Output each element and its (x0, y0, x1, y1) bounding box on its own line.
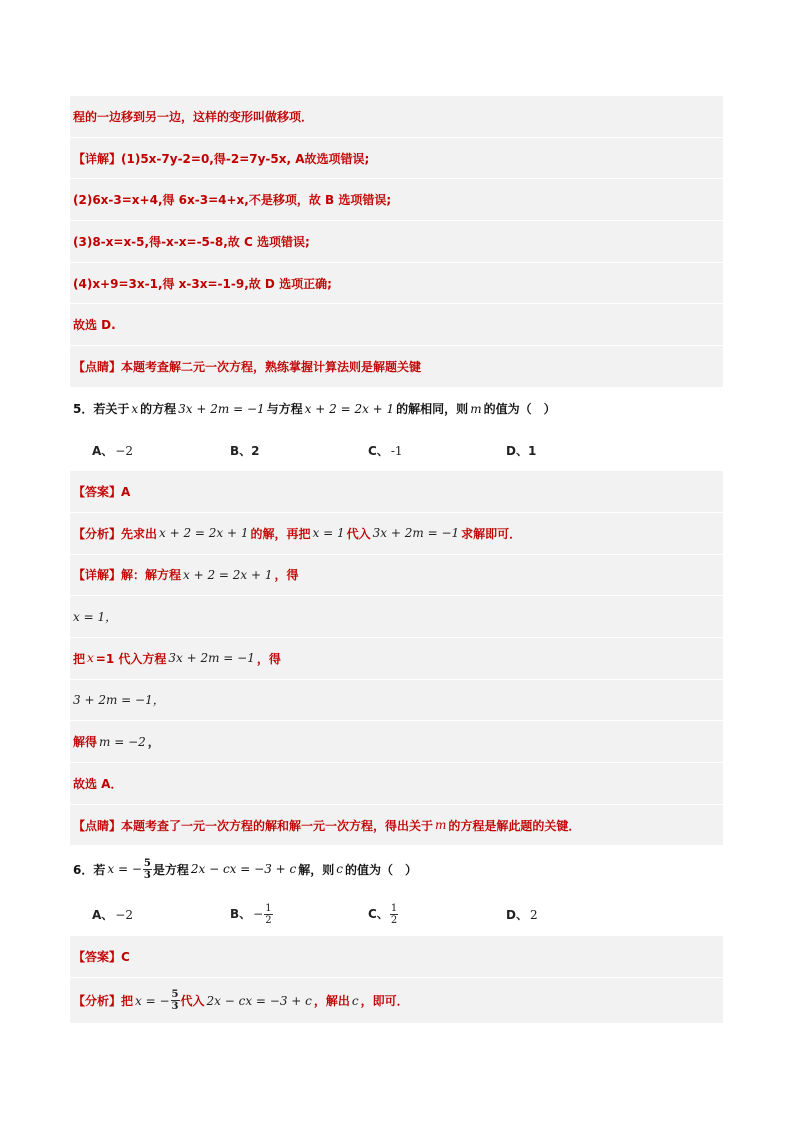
text: 与方程 (266, 402, 303, 417)
question-6 (70, 846, 723, 892)
numerator: 5 (143, 857, 151, 869)
fraction (390, 903, 398, 926)
equation: x + 2 = 2x + 1 (304, 401, 395, 416)
analysis-tag: 【分析】 (73, 526, 122, 541)
option-value: −2 (115, 443, 133, 458)
text: 的值为（ ） (483, 402, 556, 417)
option-label: D、 (506, 907, 528, 922)
text: 代入 (346, 526, 371, 541)
text: 故选 D. (73, 318, 116, 333)
option-a (92, 906, 230, 923)
detail-line (70, 555, 723, 597)
answer-tag: 【答案】 (73, 950, 122, 965)
math: c (351, 993, 359, 1008)
equation: 2x − cx = −3 + c (206, 993, 312, 1008)
choose-line (70, 304, 723, 346)
solution-line (70, 96, 723, 138)
option-value: -1 (390, 443, 403, 458)
step-3 (70, 680, 723, 722)
text: 故选 A． (73, 776, 123, 791)
text: 的值为（ ） (344, 862, 417, 877)
text: ， (147, 735, 160, 750)
fraction (171, 989, 180, 1012)
text: 的解，再把 (250, 526, 311, 541)
point-line (70, 346, 723, 388)
detail-line-4 (70, 263, 723, 305)
option-value: 1 (527, 443, 537, 458)
analysis-tag: 【分析】 (73, 994, 122, 1009)
text: (1)5x-7y-2=0,得-2=7y-5x, A故选项错误; (121, 151, 370, 166)
text: 解得 (73, 735, 98, 750)
step-4 (70, 721, 723, 763)
text: =1 代入方程 (95, 651, 167, 666)
text: ，即可． (360, 994, 409, 1009)
fraction (264, 903, 272, 926)
point-tag: 【点睛】 (73, 818, 122, 833)
text: 把 (73, 651, 86, 666)
option-label: B、 (230, 906, 252, 921)
detail-tag: 【详解】 (73, 151, 122, 166)
text: ，得 (274, 568, 299, 583)
option-b (230, 903, 368, 926)
text: 先求出 (121, 526, 158, 541)
question-number: 5． (73, 402, 94, 417)
document-page (70, 96, 723, 1024)
detail-line-3 (70, 221, 723, 263)
text: ，得 (256, 651, 281, 666)
text: 代入 (180, 994, 205, 1009)
math: x (131, 401, 139, 416)
equation: 2x − cx = −3 + c (190, 862, 297, 877)
detail-line-2 (70, 179, 723, 221)
equation: x + 2 = 2x + 1 (159, 526, 249, 541)
option-label: C、 (368, 443, 389, 458)
math: c (336, 862, 343, 877)
equation: 3x + 2m = −1 (372, 526, 460, 541)
option-c (368, 442, 506, 459)
option-b (230, 442, 368, 459)
option-value: 2 (251, 443, 260, 458)
detail-tag: 【详解】 (73, 568, 122, 583)
detail-line-1 (70, 138, 723, 180)
previous-solution-block (70, 96, 723, 388)
step-2 (70, 638, 723, 680)
text: 若关于 (93, 402, 130, 417)
answer-line (70, 471, 723, 513)
question-6-options (70, 892, 723, 936)
option-value: −2 (115, 907, 133, 922)
text: 本题考查了一元一次方程的解和解一元一次方程，得出关于 (121, 818, 434, 833)
math: x (87, 651, 94, 666)
math: m (470, 401, 482, 416)
text: 的方程是解此题的关键． (448, 818, 581, 833)
equation: x + 2 = 2x + 1 (183, 567, 273, 582)
question-5-options (70, 430, 723, 472)
text: (4)x+9=3x-1,得 x-3x=-1-9,故 D 选项正确; (73, 276, 332, 291)
option-value: 2 (529, 907, 538, 922)
sign: − (253, 906, 264, 921)
text: 是方程 (152, 862, 189, 877)
denominator: 3 (143, 869, 151, 881)
option-label: C、 (368, 906, 389, 921)
text: ，解出 (313, 994, 350, 1009)
question-5-solution-block (70, 471, 723, 846)
equation: x = − (107, 862, 142, 877)
text: 的方程 (140, 402, 177, 417)
math: m (435, 818, 447, 833)
analysis-line (70, 978, 723, 1024)
text: 解，则 (298, 862, 335, 877)
option-label: D、 (506, 443, 528, 458)
equation: 3 + 2m = −1， (73, 693, 165, 708)
point-line (70, 805, 723, 847)
equation: x = − (135, 993, 170, 1008)
equation: m = −2 (99, 734, 146, 749)
answer-value: A (121, 484, 131, 499)
option-a (92, 442, 230, 459)
fraction (143, 858, 152, 881)
analysis-line (70, 513, 723, 555)
option-d (506, 906, 644, 923)
option-d (506, 442, 644, 459)
choose-line (70, 763, 723, 805)
denominator: 2 (265, 914, 272, 926)
text: 把 (121, 994, 134, 1009)
numerator: 1 (265, 902, 272, 914)
text: 的解相同，则 (396, 402, 469, 417)
numerator: 1 (390, 902, 398, 914)
text: 程的一边移到另一边，这样的变形叫做移项． (73, 109, 314, 124)
question-5 (70, 388, 723, 430)
option-label: A、 (92, 907, 114, 922)
point-tag: 【点睛】 (73, 359, 122, 374)
step-1 (70, 596, 723, 638)
equation: 3x + 2m = −1 (168, 651, 255, 666)
denominator: 3 (171, 1001, 179, 1013)
equation: x = 1 (312, 526, 345, 541)
option-label: A、 (92, 443, 114, 458)
text: 解：解方程 (121, 568, 182, 583)
denominator: 2 (390, 914, 398, 926)
question-number: 6． (73, 862, 94, 877)
option-c (368, 903, 506, 926)
text: 若 (93, 862, 106, 877)
text: (3)8-x=x-5,得-x-x=-5-8,故 C 选项错误; (73, 234, 310, 249)
text: 本题考查解二元一次方程，熟练掌握计算法则是解题关键 (121, 359, 422, 374)
question-6-solution-block (70, 936, 723, 1024)
equation: x = 1， (73, 610, 118, 625)
answer-value: C (121, 949, 130, 964)
answer-line (70, 936, 723, 978)
numerator: 5 (171, 989, 179, 1001)
option-label: B、 (230, 443, 252, 458)
text: 求解即可． (461, 526, 522, 541)
text: (2)6x-3=x+4,得 6x-3=4+x,不是移项，故 B 选项错误; (73, 193, 392, 208)
answer-tag: 【答案】 (73, 485, 122, 500)
equation: 3x + 2m = −1 (178, 401, 265, 416)
